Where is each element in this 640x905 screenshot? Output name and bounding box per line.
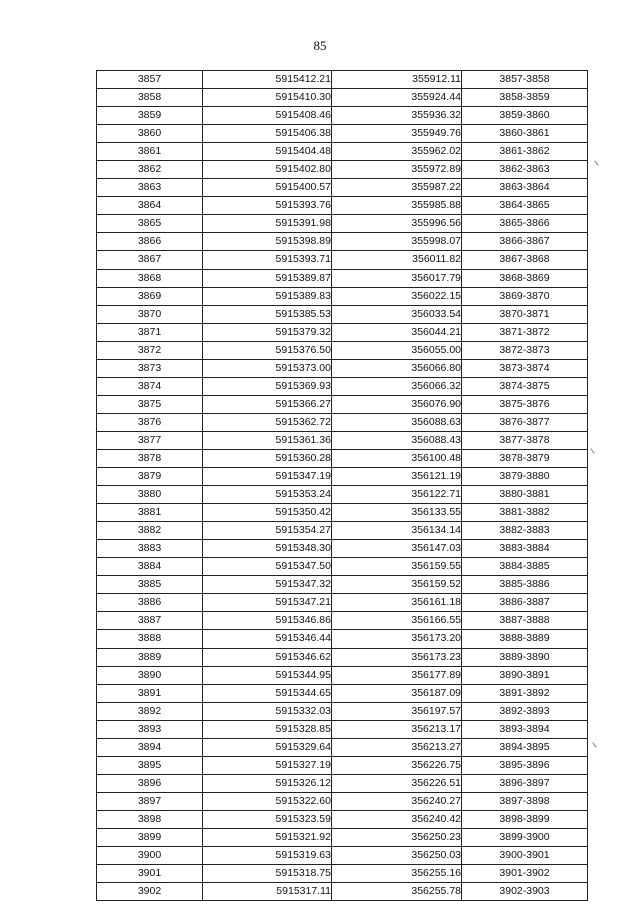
coordinates-table-body <box>97 71 588 901</box>
y-coordinate-cell: 356159.52 <box>332 576 462 594</box>
table-row <box>97 377 588 395</box>
point-number-cell: 3880 <box>97 486 203 504</box>
y-coordinate-cell: 355936.32 <box>332 107 462 125</box>
table-row <box>97 161 588 179</box>
y-coordinate-cell: 355985.88 <box>332 197 462 215</box>
point-number-cell: 3886 <box>97 594 203 612</box>
table-row <box>97 359 588 377</box>
segment-cell: 3899-3900 <box>462 828 588 846</box>
table-row <box>97 305 588 323</box>
table-row <box>97 756 588 774</box>
point-number-cell: 3865 <box>97 215 203 233</box>
point-number-cell: 3867 <box>97 251 203 269</box>
coordinates-table <box>96 70 588 901</box>
table-row <box>97 89 588 107</box>
point-number-cell: 3900 <box>97 847 203 865</box>
x-coordinate-cell: 5915318.75 <box>203 865 332 883</box>
scan-mark <box>590 448 594 453</box>
y-coordinate-cell: 355962.02 <box>332 143 462 161</box>
x-coordinate-cell: 5915379.32 <box>203 323 332 341</box>
table-row <box>97 828 588 846</box>
point-number-cell: 3872 <box>97 341 203 359</box>
point-number-cell: 3869 <box>97 287 203 305</box>
x-coordinate-cell: 5915353.24 <box>203 486 332 504</box>
segment-cell: 3891-3892 <box>462 684 588 702</box>
x-coordinate-cell: 5915366.27 <box>203 395 332 413</box>
segment-cell: 3885-3886 <box>462 576 588 594</box>
point-number-cell: 3864 <box>97 197 203 215</box>
x-coordinate-cell: 5915373.00 <box>203 359 332 377</box>
y-coordinate-cell: 355998.07 <box>332 233 462 251</box>
y-coordinate-cell: 356017.79 <box>332 269 462 287</box>
x-coordinate-cell: 5915317.11 <box>203 883 332 901</box>
point-number-cell: 3878 <box>97 449 203 467</box>
segment-cell: 3872-3873 <box>462 341 588 359</box>
segment-cell: 3898-3899 <box>462 810 588 828</box>
point-number-cell: 3883 <box>97 540 203 558</box>
x-coordinate-cell: 5915354.27 <box>203 522 332 540</box>
point-number-cell: 3876 <box>97 413 203 431</box>
segment-cell: 3877-3878 <box>462 431 588 449</box>
x-coordinate-cell: 5915408.46 <box>203 107 332 125</box>
y-coordinate-cell: 356122.71 <box>332 486 462 504</box>
table-row <box>97 71 588 89</box>
y-coordinate-cell: 356100.48 <box>332 449 462 467</box>
table-row <box>97 251 588 269</box>
table-row <box>97 395 588 413</box>
table-row <box>97 648 588 666</box>
segment-cell: 3887-3888 <box>462 612 588 630</box>
table-row <box>97 594 588 612</box>
segment-cell: 3857-3858 <box>462 71 588 89</box>
y-coordinate-cell: 356250.23 <box>332 828 462 846</box>
table-row <box>97 612 588 630</box>
segment-cell: 3890-3891 <box>462 666 588 684</box>
point-number-cell: 3887 <box>97 612 203 630</box>
segment-cell: 3870-3871 <box>462 305 588 323</box>
x-coordinate-cell: 5915322.60 <box>203 792 332 810</box>
table-row <box>97 865 588 883</box>
y-coordinate-cell: 356161.18 <box>332 594 462 612</box>
scan-mark <box>594 160 598 165</box>
y-coordinate-cell: 356066.80 <box>332 359 462 377</box>
segment-cell: 3862-3863 <box>462 161 588 179</box>
point-number-cell: 3902 <box>97 883 203 901</box>
table-row <box>97 468 588 486</box>
table-row <box>97 431 588 449</box>
segment-cell: 3880-3881 <box>462 486 588 504</box>
point-number-cell: 3879 <box>97 468 203 486</box>
x-coordinate-cell: 5915328.85 <box>203 720 332 738</box>
x-coordinate-cell: 5915321.92 <box>203 828 332 846</box>
x-coordinate-cell: 5915347.19 <box>203 468 332 486</box>
point-number-cell: 3875 <box>97 395 203 413</box>
segment-cell: 3896-3897 <box>462 774 588 792</box>
page-number: 85 <box>313 38 327 53</box>
x-coordinate-cell: 5915385.53 <box>203 305 332 323</box>
segment-cell: 3884-3885 <box>462 558 588 576</box>
x-coordinate-cell: 5915398.89 <box>203 233 332 251</box>
y-coordinate-cell: 356088.43 <box>332 431 462 449</box>
table-row <box>97 233 588 251</box>
segment-cell: 3867-3868 <box>462 251 588 269</box>
x-coordinate-cell: 5915347.21 <box>203 594 332 612</box>
point-number-cell: 3859 <box>97 107 203 125</box>
x-coordinate-cell: 5915347.50 <box>203 558 332 576</box>
x-coordinate-cell: 5915412.21 <box>203 71 332 89</box>
x-coordinate-cell: 5915332.03 <box>203 702 332 720</box>
x-coordinate-cell: 5915346.62 <box>203 648 332 666</box>
table-row <box>97 576 588 594</box>
segment-cell: 3861-3862 <box>462 143 588 161</box>
table-row <box>97 486 588 504</box>
table-row <box>97 125 588 143</box>
y-coordinate-cell: 355912.11 <box>332 71 462 89</box>
table-row <box>97 883 588 901</box>
y-coordinate-cell: 356240.27 <box>332 792 462 810</box>
x-coordinate-cell: 5915402.80 <box>203 161 332 179</box>
point-number-cell: 3890 <box>97 666 203 684</box>
y-coordinate-cell: 356159.55 <box>332 558 462 576</box>
y-coordinate-cell: 356213.27 <box>332 738 462 756</box>
point-number-cell: 3874 <box>97 377 203 395</box>
x-coordinate-cell: 5915404.48 <box>203 143 332 161</box>
point-number-cell: 3882 <box>97 522 203 540</box>
x-coordinate-cell: 5915350.42 <box>203 504 332 522</box>
y-coordinate-cell: 356055.00 <box>332 341 462 359</box>
segment-cell: 3897-3898 <box>462 792 588 810</box>
x-coordinate-cell: 5915346.86 <box>203 612 332 630</box>
y-coordinate-cell: 356177.89 <box>332 666 462 684</box>
point-number-cell: 3860 <box>97 125 203 143</box>
scan-mark <box>592 742 596 747</box>
y-coordinate-cell: 356033.54 <box>332 305 462 323</box>
point-number-cell: 3893 <box>97 720 203 738</box>
y-coordinate-cell: 356255.78 <box>332 883 462 901</box>
point-number-cell: 3877 <box>97 431 203 449</box>
segment-cell: 3886-3887 <box>462 594 588 612</box>
x-coordinate-cell: 5915319.63 <box>203 847 332 865</box>
segment-cell: 3889-3890 <box>462 648 588 666</box>
y-coordinate-cell: 356255.16 <box>332 865 462 883</box>
x-coordinate-cell: 5915327.19 <box>203 756 332 774</box>
table-row <box>97 540 588 558</box>
point-number-cell: 3861 <box>97 143 203 161</box>
point-number-cell: 3873 <box>97 359 203 377</box>
segment-cell: 3860-3861 <box>462 125 588 143</box>
segment-cell: 3902-3903 <box>462 883 588 901</box>
table-row <box>97 197 588 215</box>
table-row <box>97 810 588 828</box>
x-coordinate-cell: 5915329.64 <box>203 738 332 756</box>
segment-cell: 3901-3902 <box>462 865 588 883</box>
table-row <box>97 522 588 540</box>
y-coordinate-cell: 356066.32 <box>332 377 462 395</box>
x-coordinate-cell: 5915361.36 <box>203 431 332 449</box>
point-number-cell: 3885 <box>97 576 203 594</box>
x-coordinate-cell: 5915347.32 <box>203 576 332 594</box>
table-row <box>97 179 588 197</box>
point-number-cell: 3899 <box>97 828 203 846</box>
segment-cell: 3895-3896 <box>462 756 588 774</box>
point-number-cell: 3891 <box>97 684 203 702</box>
x-coordinate-cell: 5915389.87 <box>203 269 332 287</box>
x-coordinate-cell: 5915344.65 <box>203 684 332 702</box>
point-number-cell: 3892 <box>97 702 203 720</box>
segment-cell: 3859-3860 <box>462 107 588 125</box>
y-coordinate-cell: 356226.51 <box>332 774 462 792</box>
segment-cell: 3858-3859 <box>462 89 588 107</box>
table-row <box>97 449 588 467</box>
table-row <box>97 774 588 792</box>
y-coordinate-cell: 356187.09 <box>332 684 462 702</box>
point-number-cell: 3863 <box>97 179 203 197</box>
point-number-cell: 3884 <box>97 558 203 576</box>
x-coordinate-cell: 5915344.95 <box>203 666 332 684</box>
y-coordinate-cell: 356044.21 <box>332 323 462 341</box>
table-row <box>97 666 588 684</box>
table-row <box>97 847 588 865</box>
segment-cell: 3866-3867 <box>462 233 588 251</box>
point-number-cell: 3862 <box>97 161 203 179</box>
y-coordinate-cell: 356240.42 <box>332 810 462 828</box>
point-number-cell: 3858 <box>97 89 203 107</box>
table-row <box>97 684 588 702</box>
point-number-cell: 3896 <box>97 774 203 792</box>
point-number-cell: 3901 <box>97 865 203 883</box>
segment-cell: 3875-3876 <box>462 395 588 413</box>
y-coordinate-cell: 356166.55 <box>332 612 462 630</box>
y-coordinate-cell: 355924.44 <box>332 89 462 107</box>
point-number-cell: 3897 <box>97 792 203 810</box>
segment-cell: 3894-3895 <box>462 738 588 756</box>
table-row <box>97 323 588 341</box>
y-coordinate-cell: 356250.03 <box>332 847 462 865</box>
y-coordinate-cell: 356076.90 <box>332 395 462 413</box>
y-coordinate-cell: 356173.23 <box>332 648 462 666</box>
y-coordinate-cell: 356173.20 <box>332 630 462 648</box>
segment-cell: 3882-3883 <box>462 522 588 540</box>
point-number-cell: 3857 <box>97 71 203 89</box>
x-coordinate-cell: 5915393.71 <box>203 251 332 269</box>
table-row <box>97 720 588 738</box>
y-coordinate-cell: 355949.76 <box>332 125 462 143</box>
segment-cell: 3879-3880 <box>462 468 588 486</box>
segment-cell: 3871-3872 <box>462 323 588 341</box>
y-coordinate-cell: 356011.82 <box>332 251 462 269</box>
point-number-cell: 3866 <box>97 233 203 251</box>
y-coordinate-cell: 355972.89 <box>332 161 462 179</box>
point-number-cell: 3894 <box>97 738 203 756</box>
table-row <box>97 630 588 648</box>
table-row <box>97 738 588 756</box>
point-number-cell: 3898 <box>97 810 203 828</box>
segment-cell: 3888-3889 <box>462 630 588 648</box>
x-coordinate-cell: 5915406.38 <box>203 125 332 143</box>
x-coordinate-cell: 5915323.59 <box>203 810 332 828</box>
y-coordinate-cell: 356121.19 <box>332 468 462 486</box>
table-row <box>97 269 588 287</box>
segment-cell: 3863-3864 <box>462 179 588 197</box>
x-coordinate-cell: 5915376.50 <box>203 341 332 359</box>
x-coordinate-cell: 5915389.83 <box>203 287 332 305</box>
table-row <box>97 702 588 720</box>
y-coordinate-cell: 356133.55 <box>332 504 462 522</box>
x-coordinate-cell: 5915362.72 <box>203 413 332 431</box>
segment-cell: 3893-3894 <box>462 720 588 738</box>
point-number-cell: 3870 <box>97 305 203 323</box>
segment-cell: 3865-3866 <box>462 215 588 233</box>
x-coordinate-cell: 5915326.12 <box>203 774 332 792</box>
y-coordinate-cell: 356022.15 <box>332 287 462 305</box>
x-coordinate-cell: 5915346.44 <box>203 630 332 648</box>
y-coordinate-cell: 356197.57 <box>332 702 462 720</box>
x-coordinate-cell: 5915391.98 <box>203 215 332 233</box>
x-coordinate-cell: 5915360.28 <box>203 449 332 467</box>
point-number-cell: 3889 <box>97 648 203 666</box>
table-row <box>97 558 588 576</box>
table-row <box>97 107 588 125</box>
table-row <box>97 413 588 431</box>
segment-cell: 3869-3870 <box>462 287 588 305</box>
point-number-cell: 3895 <box>97 756 203 774</box>
segment-cell: 3876-3877 <box>462 413 588 431</box>
y-coordinate-cell: 356226.75 <box>332 756 462 774</box>
segment-cell: 3878-3879 <box>462 449 588 467</box>
table-row <box>97 287 588 305</box>
segment-cell: 3900-3901 <box>462 847 588 865</box>
table-row <box>97 504 588 522</box>
x-coordinate-cell: 5915369.93 <box>203 377 332 395</box>
point-number-cell: 3888 <box>97 630 203 648</box>
segment-cell: 3873-3874 <box>462 359 588 377</box>
table-row <box>97 215 588 233</box>
point-number-cell: 3881 <box>97 504 203 522</box>
table-row <box>97 341 588 359</box>
x-coordinate-cell: 5915393.76 <box>203 197 332 215</box>
segment-cell: 3881-3882 <box>462 504 588 522</box>
y-coordinate-cell: 356147.03 <box>332 540 462 558</box>
y-coordinate-cell: 356088.63 <box>332 413 462 431</box>
point-number-cell: 3871 <box>97 323 203 341</box>
y-coordinate-cell: 355996.56 <box>332 215 462 233</box>
segment-cell: 3883-3884 <box>462 540 588 558</box>
x-coordinate-cell: 5915410.30 <box>203 89 332 107</box>
table-row <box>97 792 588 810</box>
x-coordinate-cell: 5915400.57 <box>203 179 332 197</box>
segment-cell: 3874-3875 <box>462 377 588 395</box>
segment-cell: 3868-3869 <box>462 269 588 287</box>
y-coordinate-cell: 356134.14 <box>332 522 462 540</box>
segment-cell: 3892-3893 <box>462 702 588 720</box>
y-coordinate-cell: 355987.22 <box>332 179 462 197</box>
segment-cell: 3864-3865 <box>462 197 588 215</box>
x-coordinate-cell: 5915348.30 <box>203 540 332 558</box>
point-number-cell: 3868 <box>97 269 203 287</box>
y-coordinate-cell: 356213.17 <box>332 720 462 738</box>
table-row <box>97 143 588 161</box>
